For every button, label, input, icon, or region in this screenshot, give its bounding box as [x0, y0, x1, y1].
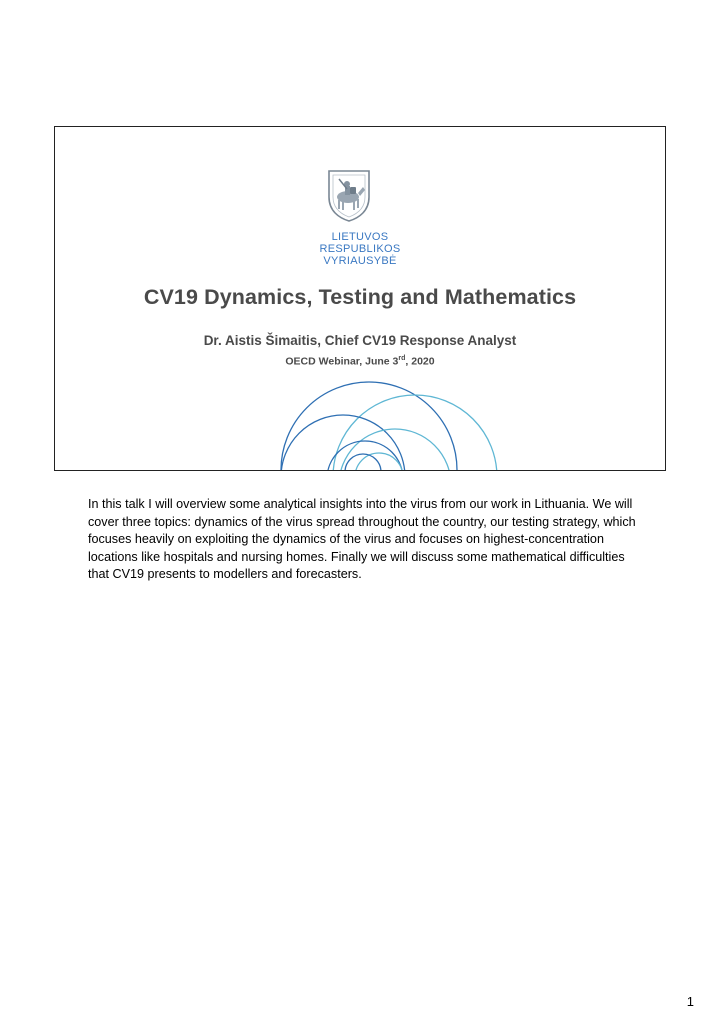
decorative-arcs [55, 127, 665, 470]
slide-title: CV19 Dynamics, Testing and Mathematics [143, 285, 577, 309]
event-prefix: OECD Webinar, June 3 [285, 355, 399, 368]
government-name-line-2: RESPUBLIKOS [319, 243, 401, 255]
event-superscript: rd [398, 355, 406, 362]
speaker-notes-text: In this talk I will overview some analytical insights into the virus from our work in Lithuania. We will cover three topics: dynamics of the virus spread throughout the country, our testing strategy, which focuses heavily on exploiting the dynamics of the virus and focuses on highest-concentration locations like hospitals and nursing homes. Finally we will discuss some mathematical difficulties that CV19 presents to modellers and forecasters. [88, 497, 636, 582]
page-number: 1 [686, 994, 694, 1009]
arc-medium-light [339, 429, 451, 470]
government-name-line-3: VYRIAUSYBĖ [323, 255, 397, 267]
speaker-notes [88, 496, 648, 584]
government-name-line-1: LIETUVOS [331, 231, 389, 243]
arc-medium-dark [281, 415, 405, 470]
slide-author: Dr. Aistis Šimaitis, Chief CV19 Response Analyst [203, 333, 517, 348]
event-suffix: , 2020 [405, 355, 435, 368]
arc-tiny-dark [345, 454, 381, 470]
arc-small-light [355, 453, 403, 470]
slide-thumbnail [54, 126, 666, 471]
arc-small-dark [327, 441, 403, 470]
